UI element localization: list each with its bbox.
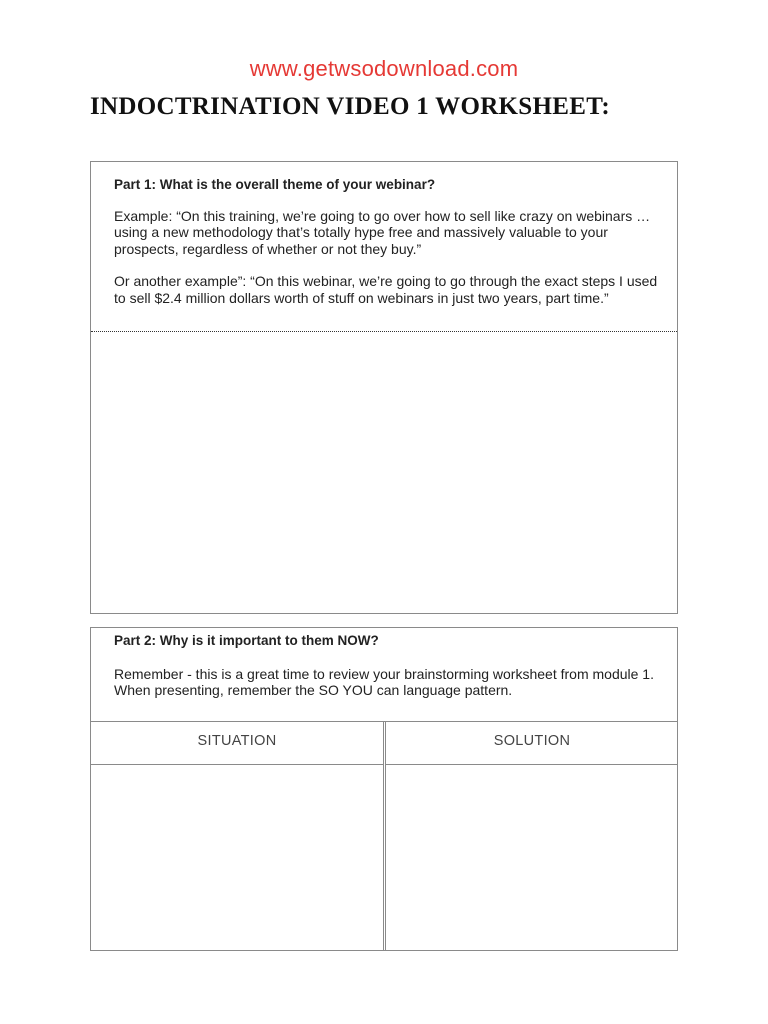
part2-heading: Part 2: Why is it important to them NOW?	[114, 633, 379, 648]
solution-answer-area[interactable]	[386, 765, 678, 950]
situation-column	[91, 722, 384, 950]
part1-instructions	[114, 177, 659, 322]
watermark-url[interactable]: www.getwsodownload.com	[249, 56, 519, 81]
part2-note: Remember - this is a great time to review your brainstorming worksheet from module 1. When presenting, remember the SO YOU can language pattern.	[114, 665, 654, 698]
part1-example-1: Example: “On this training, we’re going to go over how to sell like crazy on webinars … using a new methodology that’s totally hype free and massively valuable to your prospects, regardless of whether or not they buy.”	[114, 207, 651, 257]
situation-header: SITUATION	[91, 722, 383, 765]
page-title: INDOCTRINATION VIDEO 1 WORKSHEET:	[90, 93, 610, 120]
situation-answer-area[interactable]	[91, 765, 383, 950]
part1-box	[90, 161, 678, 614]
part1-heading: Part 1: What is the overall theme of your webinar?	[114, 177, 436, 192]
solution-column	[385, 722, 678, 950]
part1-answer-area[interactable]	[91, 332, 677, 613]
part2-box	[90, 627, 678, 951]
part1-example-2: Or another example”: “On this webinar, we’re going to go through the exact steps I used to sell $2.4 million dollars worth of stuff on webinars in just two years, part time.”	[114, 273, 658, 306]
situation-solution-table	[91, 721, 677, 950]
part2-instructions	[114, 633, 659, 715]
solution-header: SOLUTION	[386, 722, 678, 765]
